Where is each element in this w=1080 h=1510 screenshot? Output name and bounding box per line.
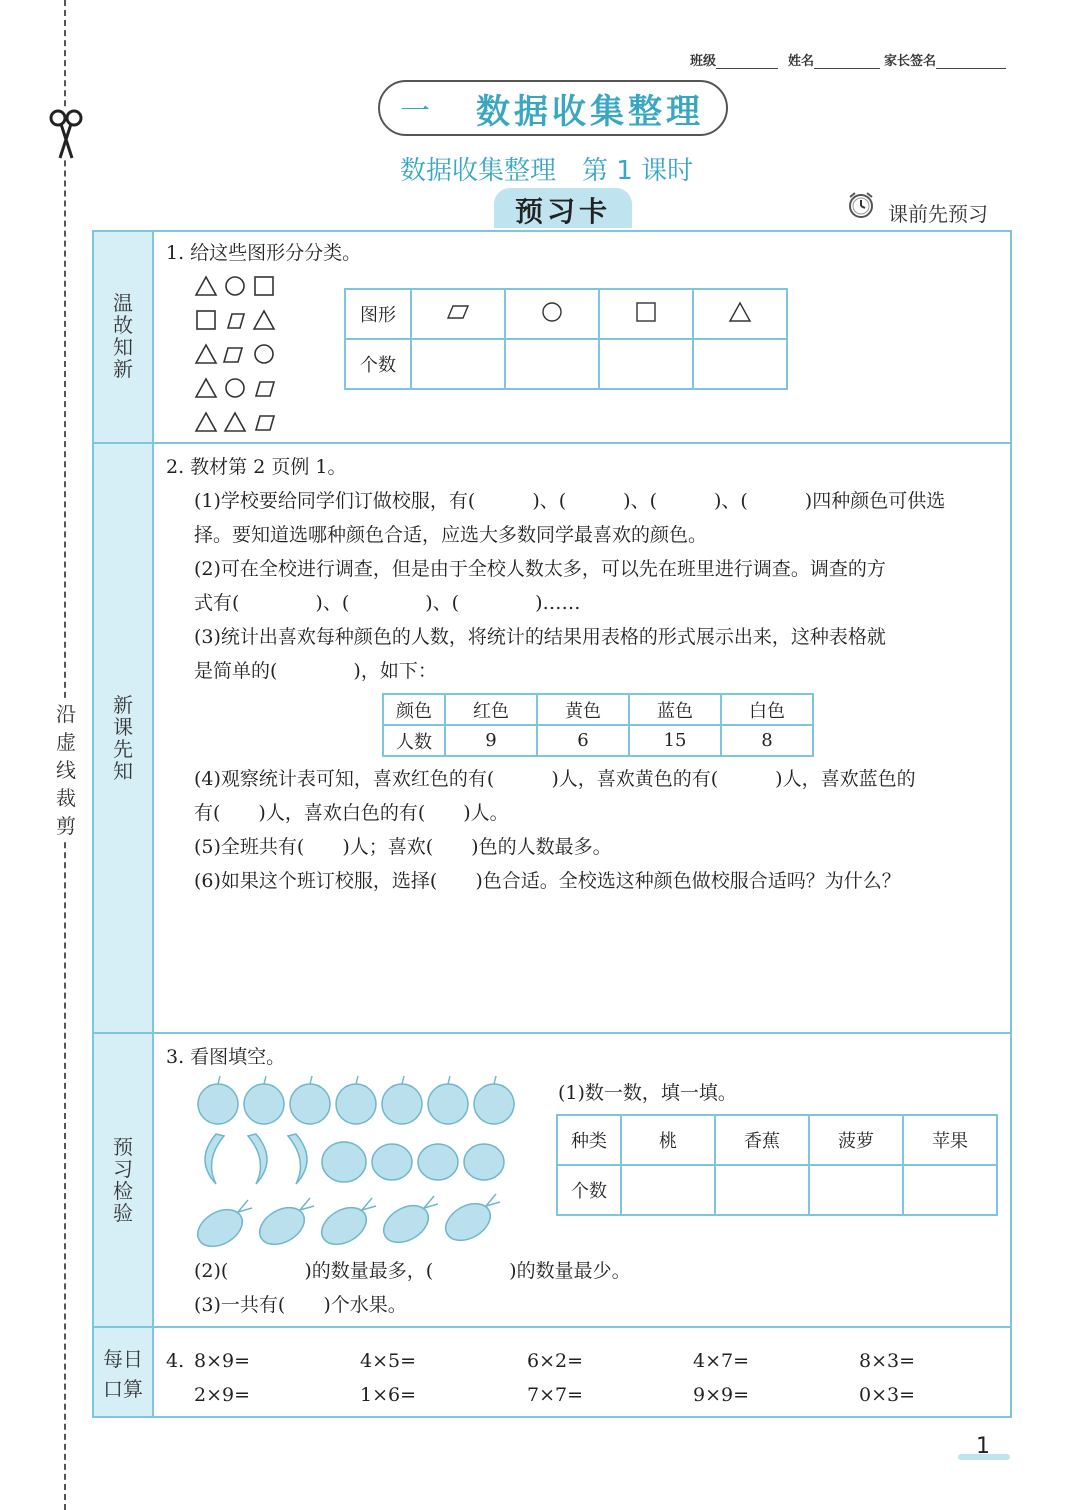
calc-item: 9×9= bbox=[693, 1384, 750, 1406]
q2-line: 有( )人，喜欢白色的有( )人。 bbox=[194, 802, 509, 824]
parallelogram-icon bbox=[256, 416, 274, 430]
square-icon bbox=[599, 289, 693, 339]
table-row bbox=[345, 339, 787, 389]
parallelogram-icon bbox=[224, 348, 242, 362]
pineapple-icon bbox=[377, 1196, 438, 1250]
calc-item: 2×9= bbox=[194, 1384, 251, 1406]
lesson-title: 数据收集整理 第 1 课时 bbox=[400, 156, 694, 186]
q2-line: (4)观察统计表可知，喜欢红色的有( )人，喜欢黄色的有( )人，喜欢蓝色的 bbox=[194, 768, 916, 790]
page-number: 1 bbox=[976, 1434, 990, 1459]
table-row bbox=[557, 1165, 997, 1215]
q3-sub2: (2)( )的数量最多，( )的数量最少。 bbox=[194, 1260, 631, 1282]
table-header-cell: 个数 bbox=[345, 339, 411, 389]
calc-item: 6×2= bbox=[527, 1350, 584, 1372]
cut-char: 沿 bbox=[56, 702, 76, 726]
answer-cell[interactable] bbox=[693, 339, 787, 389]
fruit-picture bbox=[194, 1074, 538, 1252]
unit-title: 数据收集整理 bbox=[476, 92, 704, 132]
name-label: 姓名 bbox=[788, 54, 815, 69]
table-cell: 黄色 bbox=[537, 694, 629, 725]
parent-signature-label: 家长签名 bbox=[884, 54, 937, 69]
answer-cell[interactable] bbox=[903, 1165, 997, 1215]
table-cell: 香蕉 bbox=[715, 1115, 809, 1165]
unit-number: 一 bbox=[400, 94, 430, 129]
triangle-icon bbox=[196, 413, 216, 431]
q2-line: 择。要知道选哪种颜色合适，应选大多数同学最喜欢的颜色。 bbox=[194, 524, 708, 546]
peach-icon bbox=[464, 1144, 504, 1180]
q1-title: 1. 给这些图形分分类。 bbox=[166, 242, 362, 264]
parallelogram-icon bbox=[228, 314, 244, 328]
apple-icon bbox=[198, 1076, 238, 1124]
calc-item: 0×3= bbox=[859, 1384, 916, 1406]
banana-icon bbox=[205, 1134, 224, 1184]
table-header-cell: 颜色 bbox=[383, 694, 445, 725]
table-cell: 白色 bbox=[721, 694, 813, 725]
apple-icon bbox=[428, 1076, 468, 1124]
pineapple-icon bbox=[253, 1198, 314, 1252]
table-row bbox=[383, 725, 813, 756]
section-divider bbox=[94, 442, 1010, 444]
fruit-count-table bbox=[556, 1114, 998, 1216]
circle-icon bbox=[226, 379, 244, 397]
q3-sub3: (3)一共有( )个水果。 bbox=[194, 1294, 407, 1316]
card-label: 预习卡 bbox=[514, 195, 611, 228]
shape-count-table bbox=[344, 288, 788, 390]
triangle-icon bbox=[196, 379, 216, 397]
pineapple-icon bbox=[194, 1200, 252, 1252]
calc-item: 8×3= bbox=[859, 1350, 916, 1372]
calc-item: 7×7= bbox=[527, 1384, 584, 1406]
q2-line: (1)学校要给同学们订做校服，有( )、( )、( )、( )四种颜色可供选 bbox=[194, 490, 946, 512]
square-icon bbox=[197, 311, 215, 329]
circle-icon bbox=[226, 277, 244, 295]
apple-icon bbox=[336, 1076, 376, 1124]
parallelogram-icon bbox=[256, 382, 274, 396]
name-field[interactable] bbox=[788, 50, 880, 69]
table-header-cell: 种类 bbox=[557, 1115, 621, 1165]
q2-title: 2. 教材第 2 页例 1。 bbox=[166, 456, 347, 478]
q2-line: (6)如果这个班订校服，选择( )色合适。全校选这种颜色做校服合适吗？为什么？ bbox=[194, 870, 901, 892]
table-row bbox=[383, 694, 813, 725]
cut-instruction bbox=[52, 700, 80, 840]
square-icon bbox=[255, 277, 273, 295]
q2-line: 式有( )、( )、( )…… bbox=[194, 592, 581, 614]
banana-icon bbox=[248, 1134, 267, 1184]
triangle-icon bbox=[693, 289, 787, 339]
table-cell: 9 bbox=[445, 725, 537, 756]
table-cell: 菠萝 bbox=[809, 1115, 903, 1165]
table-cell: 6 bbox=[537, 725, 629, 756]
table-cell: 蓝色 bbox=[629, 694, 721, 725]
parent-signature-field[interactable] bbox=[884, 50, 1006, 69]
scissors-icon bbox=[44, 108, 88, 160]
calc-item: 1×6= bbox=[360, 1384, 417, 1406]
q2-line: (5)全班共有( )人；喜欢( )色的人数最多。 bbox=[194, 836, 612, 858]
answer-cell[interactable] bbox=[715, 1165, 809, 1215]
triangle-icon bbox=[225, 413, 245, 431]
class-label: 班级 bbox=[690, 54, 717, 69]
cut-char: 裁 bbox=[56, 786, 76, 810]
answer-cell[interactable] bbox=[809, 1165, 903, 1215]
parallelogram-icon bbox=[411, 289, 505, 339]
preview-label: 课前先预习 bbox=[888, 202, 988, 226]
shape-grid bbox=[194, 274, 284, 434]
pineapple-icon bbox=[439, 1194, 500, 1248]
table-row bbox=[345, 289, 787, 339]
calc-item: 4×5= bbox=[360, 1350, 417, 1372]
answer-cell[interactable] bbox=[411, 339, 505, 389]
table-cell: 桃 bbox=[621, 1115, 715, 1165]
color-survey-table bbox=[382, 693, 814, 757]
table-cell: 红色 bbox=[445, 694, 537, 725]
table-cell: 8 bbox=[721, 725, 813, 756]
table-header-cell: 图形 bbox=[345, 289, 411, 339]
peach-icon bbox=[418, 1144, 458, 1180]
apple-icon bbox=[244, 1076, 284, 1124]
apple-icon bbox=[290, 1076, 330, 1124]
answer-cell[interactable] bbox=[505, 339, 599, 389]
peach-icon bbox=[322, 1142, 366, 1182]
section-label-review: 温 故 知 新 bbox=[113, 291, 133, 381]
circle-icon bbox=[505, 289, 599, 339]
banana-icon bbox=[288, 1134, 307, 1184]
cut-char: 线 bbox=[56, 758, 76, 782]
triangle-icon bbox=[254, 311, 274, 329]
triangle-icon bbox=[196, 345, 216, 363]
q3-title: 3. 看图填空。 bbox=[166, 1046, 286, 1068]
table-row bbox=[557, 1115, 997, 1165]
cut-char: 剪 bbox=[56, 814, 76, 838]
section-divider bbox=[94, 1326, 1010, 1328]
circle-icon bbox=[255, 345, 273, 363]
table-header-cell: 个数 bbox=[557, 1165, 621, 1215]
q3-sub1: (1)数一数，填一填。 bbox=[558, 1082, 737, 1104]
calc-item: 4×7= bbox=[693, 1350, 750, 1372]
cut-char: 虚 bbox=[56, 730, 76, 754]
q4-prefix: 4. bbox=[166, 1350, 185, 1372]
table-header-cell: 人数 bbox=[383, 725, 445, 756]
pineapple-icon bbox=[315, 1198, 376, 1252]
calc-item: 8×9= bbox=[194, 1350, 251, 1372]
triangle-icon bbox=[196, 277, 216, 295]
class-field[interactable] bbox=[690, 50, 778, 69]
table-cell: 15 bbox=[629, 725, 721, 756]
q2-line: (2)可在全校进行调查，但是由于全校人数太多，可以先在班里进行调查。调查的方 bbox=[194, 558, 886, 580]
section-divider bbox=[94, 1032, 1010, 1034]
peach-icon bbox=[372, 1144, 412, 1180]
table-cell: 苹果 bbox=[903, 1115, 997, 1165]
q2-line: (3)统计出喜欢每种颜色的人数，将统计的结果用表格的形式展示出来，这种表格就 bbox=[194, 626, 886, 648]
answer-cell[interactable] bbox=[621, 1165, 715, 1215]
q2-line: 是简单的( )，如下： bbox=[194, 660, 437, 682]
section-sidebar bbox=[94, 232, 154, 1416]
answer-cell[interactable] bbox=[599, 339, 693, 389]
section-label-daily: 每日 口算 bbox=[103, 1347, 143, 1401]
section-label-check: 预 习 检 验 bbox=[113, 1135, 133, 1225]
apple-icon bbox=[474, 1076, 514, 1124]
alarm-clock-icon bbox=[846, 190, 876, 220]
apple-icon bbox=[382, 1076, 422, 1124]
section-label-new-lesson: 新 课 先 知 bbox=[113, 693, 133, 783]
